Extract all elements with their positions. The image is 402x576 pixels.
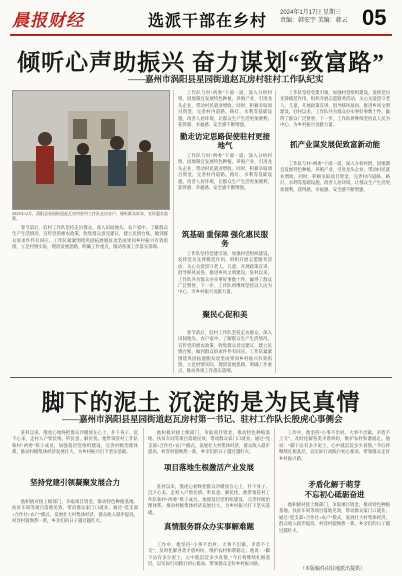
article1-subhead-1: 勤走访定思路促使驻村更接地气 [180, 132, 270, 150]
article1-column-1: 春节前后，驻村工作队坚持走访群众，深入田间地头、农户家中，了解群众生产生活情况，宣传党的惠农政策，收集群众意见建议，建立民情台账，做到群众诉求件件有回应。工作队紧紧围绕巩固拓展脱贫攻坚成果同乡村振兴有效衔接，立足村情实际，理清发展思路，明确工作重点，推动各项工作落实落细。 [12, 225, 168, 250]
article1-column-2c: 工作队坚持党建引领，加强村党组织建设，发挥党员先锋模范作用，组织开展志愿服务活动，关心关爱留守老人、儿童，开展政策宣讲，倡导移风易俗，推进乡风文明建设。驻村以来，工作队共为群众办实事好事数十件，赢得了群众广泛赞誉。下一步，工作队将继续坚持以人民为中心，为乡村振兴贡献力量。 [178, 251, 272, 295]
column-divider [274, 428, 275, 570]
masthead [0, 0, 402, 36]
article2-subhead-3: 真情服务群众办实事解难题 [164, 522, 254, 531]
article2-title: 脚下的泥土 沉淀的是为民真情 [41, 390, 361, 415]
column-divider [143, 428, 144, 570]
article2-subhead-1: 坚持党建引领凝聚发展合力 [30, 478, 120, 487]
article2-column-2a: 他积极对接上级部门，争取项目资金，推动特色种植基地、扶贫车间等项目落地见效，带动群众家门口就业。通过“党支部+合作社+农户”模式，发展壮大村集体经济，群众收入稳步提高，村容村貌焕然一新，乡亲们的日子越过越红火。 [148, 430, 270, 455]
header-rule [10, 34, 392, 36]
issue-date: 2024年1月17日 星期三 [280, 10, 342, 16]
photo-illustration [13, 91, 169, 209]
newspaper-logo: 晨报财经 [12, 11, 84, 30]
article-divider [10, 377, 392, 378]
source-note: （本版稿件由驻地派出提供） [300, 567, 366, 572]
article2-column-2b: 驻村以来，殷虎心始终把群众冷暖放在心上，扑下身子、沉下心来，走村入户察民情、听民意、解民忧。他带领驻村工作队和村“两委”班子成员，加强基层党组织建设，完善村级治理体系，推动村级集体经济发展壮大，为乡村振兴打下坚实基础。 [148, 484, 270, 515]
column-divider [173, 90, 174, 373]
article2-column-3a: 工作中，他坚持“小事不出村、大事不出镇、矛盾不上交”，及时化解各类矛盾纠纷，维护农村和谐稳定。他说：“脚下沾有多少泥土，心中就沉淀多少真情。”今后将继续扎根基层，以实际行动践行初心使命，带领群众走好乡村振兴路。 [279, 430, 390, 461]
article1-column-2b: 工作队与村“两委”干部一道，深入分析村情，因地制宜发展特色种植、养殖产业，引进龙头企业，带动村民就业增收。同时，积极争取项目资金，完善村内道路、路灯、水利等基础设施，改善人居环境，让群众生产生活更加便利，获得感、幸福感、安全感不断增强。 [178, 153, 272, 191]
article1-column-3a: 工作队坚持党建引领，加强村党组织建设，发挥党员先锋模范作用，组织开展志愿服务活动，关心关爱留守老人、儿童，开展政策宣讲，倡导移风易俗，推进乡风文明建设。驻村以来，工作队共为群众办实事好事数十件，赢得了群众广泛赞誉。下一步，工作队将继续坚持以人民为中心，为乡村振兴贡献力量。 [280, 90, 390, 128]
column-divider [275, 90, 276, 373]
article2-column-2c: 工作中，他坚持“小事不出村、大事不出镇、矛盾不上交”，及时化解各类矛盾纠纷，维护农村和谐稳定。他说：“脚下沾有多少泥土，心中就沉淀多少真情。”今后将继续扎根基层，以实际行动践行初心使命，带领群众走好乡村振兴路。 [148, 542, 270, 567]
article2-subhead-5: 不忘初心砥砺奋进 [304, 490, 365, 499]
article1-column-3b: 工作队与村“两委”干部一道，深入分析村情，因地制宜发展特色种植、养殖产业，引进龙头企业，带动村民就业增收。同时，积极争取项目资金，完善村内道路、路灯、水利等基础设施，改善人居环境，让群众生产生活更加便利，获得感、幸福感、安全感不断增强。 [280, 161, 390, 192]
article1-photo [12, 90, 170, 210]
article1-subhead-3: 筑基础 重保障 强化惠民服务 [181, 230, 269, 248]
article2-subhead-2: 项目落地生根激活产业发展 [164, 463, 254, 472]
article1-subtitle: ——嘉州市涡阳县星园街道赵瓦房村驻村工作队纪实 [128, 74, 324, 84]
article1-column-2d: 春节前后，驻村工作队坚持走访群众，深入田间地头、农户家中，了解群众生产生活情况，宣传党的惠农政策，收集群众意见建议，建立民情台账，做到群众诉求件件有回应。工作队紧紧围绕巩固拓展脱贫攻坚成果同乡村振兴有效衔接，立足村情实际，理清发展思路，明确工作重点，推动各项工作落实落细。 [178, 330, 272, 373]
photo-caption: 2023年12月，涡阳县星园街道赵瓦房村驻村工作队走访农户，倾听群众诉求，宣传惠农政策。 [12, 211, 168, 221]
article1-subhead-4: 聚民心促和美 [202, 310, 248, 319]
issue-meta [280, 9, 348, 25]
page-number: 05 [362, 5, 387, 30]
article2-subhead-4: 矛盾化解于萌芽 [308, 480, 361, 489]
article2-column-1a: 驻村以来，殷虎心始终把群众冷暖放在心上，扑下身子、沉下心来，走村入户察民情、听民意、解民忧。他带领驻村工作队和村“两委”班子成员，加强基层党组织建设，完善村级治理体系，推动村级集体经济发展壮大，为乡村振兴打下坚实基础。 [12, 430, 138, 455]
article2-column-1b: 他积极对接上级部门，争取项目资金，推动特色种植基地、扶贫车间等项目落地见效，带动群众家门口就业。通过“党支部+合作社+农户”模式，发展壮大村集体经济，群众收入稳步提高，村容村貌焕然一新，乡亲们的日子越过越红火。 [12, 499, 138, 524]
article2-column-3b: 他积极对接上级部门，争取项目资金，推动特色种植基地、扶贫车间等项目落地见效，带动群众家门口就业。通过“党支部+合作社+农户”模式，发展壮大村集体经济，群众收入稳步提高，村容村貌焕然一新，乡亲们的日子越过越红火。 [279, 502, 390, 533]
article1-title: 倾听心声助振兴 奋力谋划“致富路” [17, 50, 385, 75]
article2-subtitle: ——嘉州市涡阳县星园街道赵瓦房村第一书记、驻村工作队长殷虎心事侧会 [62, 414, 343, 424]
section-title: 选派干部在乡村 [148, 13, 268, 30]
editor-line: 责编：韩宏宇 美编：韩云 [280, 18, 348, 24]
article1-subhead-2: 抓产业谋发展促致富新动能 [290, 140, 380, 149]
article1-column-2a: 工作队与村“两委”干部一道，深入分析村情，因地制宜发展特色种植、养殖产业，引进龙头企业，带动村民就业增收。同时，积极争取项目资金，完善村内道路、路灯、水利等基础设施，改善人居环境，让群众生产生活更加便利，获得感、幸福感、安全感不断增强。 [178, 90, 272, 128]
